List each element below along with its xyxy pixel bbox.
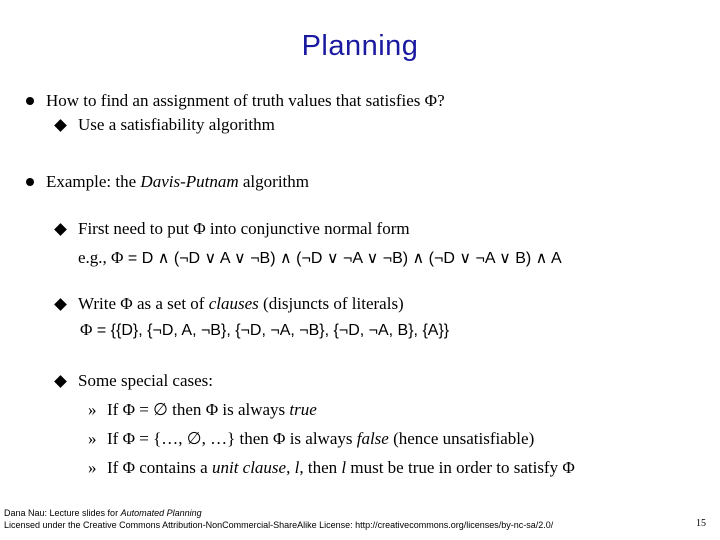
text: = ∅ then bbox=[135, 400, 206, 419]
emphasis: true bbox=[289, 400, 317, 419]
emphasis: false bbox=[356, 429, 389, 448]
bullet-example bbox=[46, 172, 309, 192]
clause-set-formula bbox=[80, 320, 449, 341]
slide-title: Planning bbox=[301, 30, 419, 62]
book-title: Automated Planning bbox=[120, 508, 202, 518]
text: = {…, ∅, …} then bbox=[135, 429, 273, 448]
text: If bbox=[107, 458, 123, 477]
text: algorithm bbox=[238, 172, 309, 191]
special-case-unit-clause bbox=[107, 458, 575, 478]
text: (hence unsatisfiable) bbox=[388, 429, 535, 448]
phi-symbol: Φ bbox=[424, 91, 438, 110]
emphasis: l bbox=[341, 458, 347, 477]
phi-symbol: Φ bbox=[122, 458, 136, 477]
phi-symbol: Φ bbox=[120, 294, 133, 313]
text: If bbox=[107, 429, 123, 448]
formula: = {{D}, {¬D, A, ¬B}, {¬D, ¬A, ¬B}, {¬D, ¬A, B}, {A}} bbox=[92, 322, 450, 339]
chevron-right-icon: » bbox=[88, 458, 97, 477]
text: (disjuncts of literals) bbox=[258, 294, 404, 313]
sub-bullet-clauses bbox=[78, 294, 404, 314]
text: into conjunctive normal form bbox=[205, 219, 410, 238]
text: must be true in order to satisfy bbox=[346, 458, 563, 477]
phi-symbol: Φ bbox=[562, 458, 575, 477]
special-case-contains-empty bbox=[107, 429, 534, 449]
bullet-dot-icon bbox=[26, 97, 34, 105]
algorithm-name: Davis-Putnam bbox=[140, 172, 239, 191]
bullet-diamond-icon bbox=[54, 375, 67, 388]
special-case-empty bbox=[107, 400, 317, 420]
chevron-right-icon: » bbox=[88, 400, 97, 419]
sub-bullet-special-cases: Some special cases: bbox=[78, 371, 214, 390]
text: First need to put bbox=[78, 219, 194, 238]
emphasis: clauses bbox=[208, 294, 259, 313]
bullet-diamond-icon bbox=[54, 298, 67, 311]
text: , then bbox=[299, 458, 342, 477]
emphasis: l bbox=[294, 458, 300, 477]
text: How to find an assignment of truth values that satisfies bbox=[46, 91, 425, 110]
text: If bbox=[107, 400, 123, 419]
phi-symbol: Φ bbox=[111, 248, 124, 267]
text: as a set of bbox=[132, 294, 209, 313]
bullet-diamond-icon bbox=[54, 119, 67, 132]
cnf-example-formula bbox=[78, 248, 562, 269]
text: Example: the bbox=[46, 172, 141, 191]
chevron-right-icon: » bbox=[88, 429, 97, 448]
bullet-dot-icon bbox=[26, 178, 34, 186]
footer-license: Licensed under the Creative Commons Attribution-NonCommercial-ShareAlike License: http://creativecommons.org/licenses/by-nc-sa/2.0/ bbox=[4, 520, 554, 530]
sub-bullet-sat-algorithm: Use a satisfiability algorithm bbox=[78, 115, 275, 134]
text: is always bbox=[218, 400, 290, 419]
sub-bullet-cnf bbox=[78, 219, 410, 239]
phi-symbol: Φ bbox=[122, 400, 136, 419]
text: ? bbox=[437, 91, 445, 110]
text: e.g., bbox=[78, 248, 112, 267]
text: is always bbox=[285, 429, 357, 448]
phi-symbol: Φ bbox=[122, 429, 136, 448]
emphasis: unit clause bbox=[211, 458, 287, 477]
phi-symbol: Φ bbox=[80, 320, 93, 339]
phi-symbol: Φ bbox=[193, 219, 206, 238]
bullet-diamond-icon bbox=[54, 223, 67, 236]
text: contains a bbox=[135, 458, 212, 477]
text: Write bbox=[78, 294, 121, 313]
formula: = D ∧ (¬D ∨ A ∨ ¬B) ∧ (¬D ∨ ¬A ∨ ¬B) ∧ (¬D ∨ ¬A ∨ B) ∧ A bbox=[123, 250, 562, 267]
bullet-find-assignment bbox=[46, 91, 445, 111]
page-number: 15 bbox=[696, 518, 706, 529]
phi-symbol: Φ bbox=[205, 400, 219, 419]
text: Dana Nau: Lecture slides for bbox=[4, 508, 121, 518]
text: , bbox=[286, 458, 295, 477]
footer-credit bbox=[4, 508, 202, 519]
phi-symbol: Φ bbox=[273, 429, 286, 448]
